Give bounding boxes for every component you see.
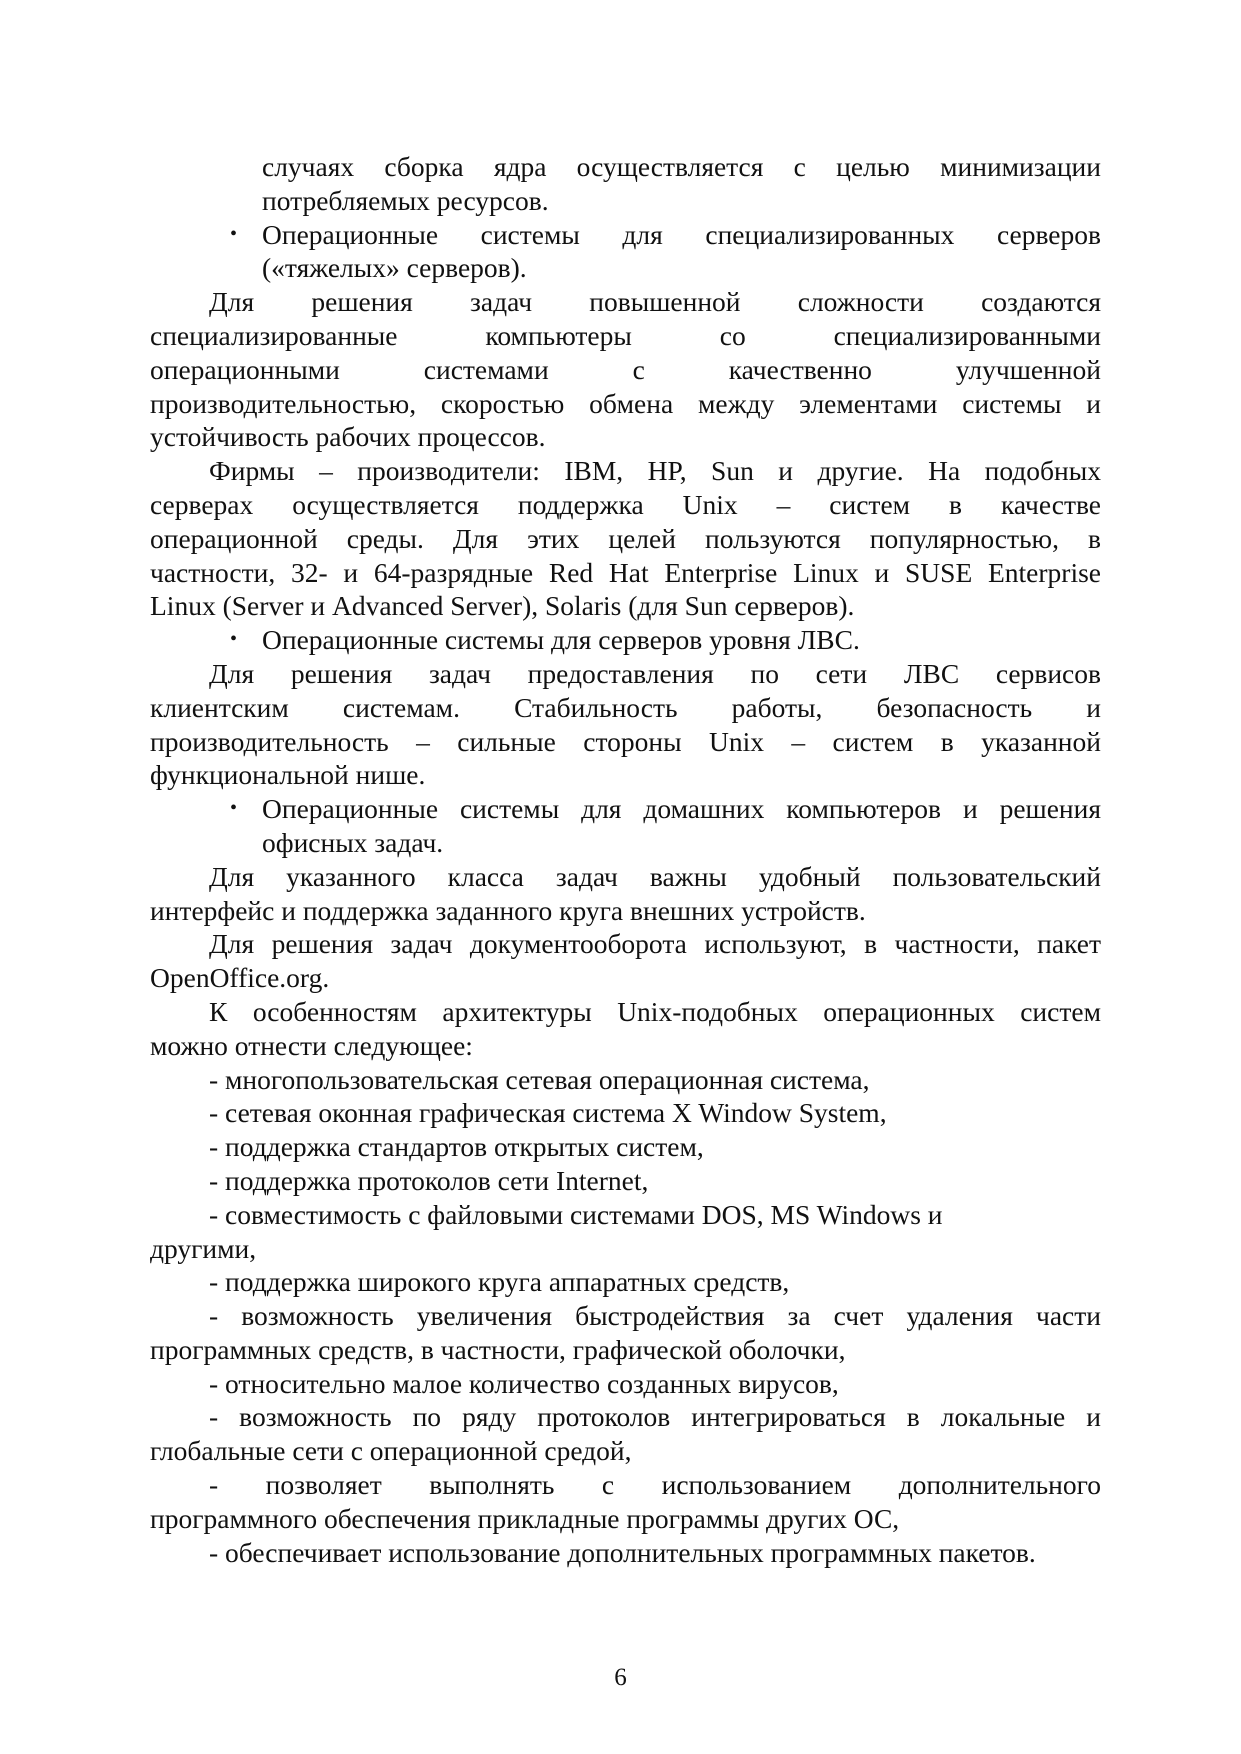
- bullet-icon: •: [230, 628, 238, 651]
- text-line: [209, 860, 1101, 894]
- paragraph: [150, 927, 1101, 995]
- line-text: офисных задач.: [262, 826, 444, 858]
- paragraph: [150, 1468, 1101, 1536]
- paragraph: [150, 285, 1101, 454]
- line-text: функциональной нише.: [150, 759, 426, 791]
- document-body: [150, 150, 1101, 1569]
- line-text: - поддержка стандартов открытых систем,: [209, 1131, 704, 1163]
- paragraph: [150, 657, 1101, 792]
- text-line: [209, 1536, 1101, 1570]
- paragraph: [150, 1265, 1101, 1299]
- text-line: [150, 488, 1101, 522]
- text-line: [262, 826, 1101, 860]
- paragraph: [150, 1063, 1101, 1097]
- line-text: Linux (Server и Advanced Server), Solaris (для Sun серверов).: [150, 590, 855, 622]
- text-line: [150, 522, 1101, 556]
- line-text: - относительно малое количество созданных вирусов,: [209, 1367, 839, 1399]
- text-line: [209, 927, 1101, 961]
- text-line: [209, 1468, 1101, 1502]
- line-text: частности, 32- и 64-разрядные Red Hat Enterprise Linux и SUSE Enterprise: [150, 556, 1101, 588]
- paragraph: [150, 1299, 1101, 1367]
- text-line: [209, 1367, 1101, 1401]
- bullet-item: [150, 623, 1101, 657]
- paragraph: [150, 1198, 1101, 1266]
- line-text: - совместимость с файловыми системами DOS, MS Windows и: [209, 1198, 943, 1230]
- text-line: [209, 1063, 1101, 1097]
- line-text: Операционные системы для домашних компьютеров и решения: [262, 793, 1101, 825]
- line-text: другими,: [150, 1232, 257, 1264]
- text-line: [209, 285, 1101, 319]
- text-line: [150, 1232, 1101, 1266]
- text-line: [209, 1130, 1101, 1164]
- line-text: случаях сборка ядра осуществляется с целью минимизации: [262, 151, 1101, 182]
- text-line: [150, 589, 1101, 623]
- line-text: Операционные системы для серверов уровня ЛВС.: [262, 624, 860, 656]
- line-text: операционными системами с качественно улучшенной: [150, 353, 1101, 385]
- text-line: [230, 792, 1101, 826]
- line-text: - поддержка широкого круга аппаратных средств,: [209, 1266, 790, 1298]
- line-text: - возможность увеличения быстродействия за счет удаления части: [209, 1300, 1101, 1332]
- text-line: [209, 1164, 1101, 1198]
- paragraph: [150, 1367, 1101, 1401]
- text-line: [150, 420, 1101, 454]
- page-number: 6: [614, 1664, 627, 1691]
- text-line: [150, 556, 1101, 590]
- paragraph: [150, 1536, 1101, 1570]
- line-text: Для решения задач предоставления по сети ЛВС сервисов: [209, 657, 1101, 689]
- text-line: [230, 218, 1101, 252]
- text-line: [150, 353, 1101, 387]
- bullet-icon: •: [230, 797, 238, 820]
- text-line: [209, 1299, 1101, 1333]
- line-text: Операционные системы для специализированных серверов: [262, 218, 1101, 250]
- text-line: [209, 1096, 1101, 1130]
- bullet-continuation: [150, 150, 1101, 218]
- line-text: производительность – сильные стороны Unix – систем в указанной: [150, 725, 1101, 757]
- text-line: [230, 623, 1101, 657]
- bullet-icon: •: [230, 222, 238, 245]
- line-text: К особенностям архитектуры Unix-подобных операционных систем: [209, 995, 1101, 1027]
- paragraph: [150, 1164, 1101, 1198]
- text-line: [150, 758, 1101, 792]
- line-text: («тяжелых» серверов).: [262, 252, 527, 284]
- line-text: - сетевая оконная графическая система X Window System,: [209, 1097, 887, 1129]
- bullet-item: [150, 218, 1101, 286]
- line-text: интерфейс и поддержка заданного круга внешних устройств.: [150, 894, 866, 926]
- line-text: Фирмы – производители: IBM, HP, Sun и другие. На подобных: [209, 455, 1101, 487]
- text-line: [209, 454, 1101, 488]
- line-text: - обеспечивает использование дополнительных программных пакетов.: [209, 1536, 1036, 1568]
- text-line: [262, 150, 1101, 184]
- line-text: Для решения задач документооборота используют, в частности, пакет: [209, 928, 1101, 960]
- line-text: программных средств, в частности, графической оболочки,: [150, 1333, 846, 1365]
- line-text: программного обеспечения прикладные программы других ОС,: [150, 1502, 900, 1534]
- line-text: специализированные компьютеры со специализированными: [150, 319, 1101, 351]
- line-text: - возможность по ряду протоколов интегрироваться в локальные и: [209, 1401, 1101, 1433]
- text-line: [209, 1400, 1101, 1434]
- line-text: устойчивость рабочих процессов.: [150, 421, 546, 453]
- text-line: [150, 1502, 1101, 1536]
- text-line: [150, 387, 1101, 421]
- line-text: Для решения задач повышенной сложности создаются: [209, 286, 1101, 318]
- text-line: [150, 1029, 1101, 1063]
- text-line: [150, 319, 1101, 353]
- line-text: - многопользовательская сетевая операционная система,: [209, 1063, 870, 1095]
- text-line: [150, 894, 1101, 928]
- line-text: производительностью, скоростью обмена между элементами системы и: [150, 387, 1101, 419]
- text-line: [262, 251, 1101, 285]
- line-text: глобальные сети с операционной средой,: [150, 1435, 632, 1467]
- paragraph: [150, 1130, 1101, 1164]
- text-line: [150, 725, 1101, 759]
- line-text: - позволяет выполнять с использованием дополнительного: [209, 1469, 1101, 1501]
- text-line: [209, 995, 1101, 1029]
- line-text: клиентским системам. Стабильность работы, безопасность и: [150, 691, 1101, 723]
- text-line: [150, 961, 1101, 995]
- text-line: [209, 657, 1101, 691]
- paragraph: [150, 1400, 1101, 1468]
- text-line: [150, 1434, 1101, 1468]
- line-text: серверах осуществляется поддержка Unix – систем в качестве: [150, 488, 1101, 520]
- text-line: [209, 1265, 1101, 1299]
- line-text: Для указанного класса задач важны удобный пользовательский: [209, 860, 1101, 892]
- text-line: [150, 691, 1101, 725]
- bullet-item: [150, 792, 1101, 860]
- paragraph: [150, 454, 1101, 623]
- paragraph: [150, 1096, 1101, 1130]
- line-text: потребляемых ресурсов.: [262, 184, 549, 216]
- paragraph: [150, 860, 1101, 928]
- text-line: [262, 184, 1101, 218]
- text-line: [209, 1198, 1101, 1232]
- line-text: операционной среды. Для этих целей пользуются популярностью, в: [150, 522, 1101, 554]
- text-line: [150, 1333, 1101, 1367]
- line-text: можно отнести следующее:: [150, 1029, 473, 1061]
- line-text: - поддержка протоколов сети Internet,: [209, 1164, 649, 1196]
- line-text: OpenOffice.org.: [150, 962, 330, 994]
- paragraph: [150, 995, 1101, 1063]
